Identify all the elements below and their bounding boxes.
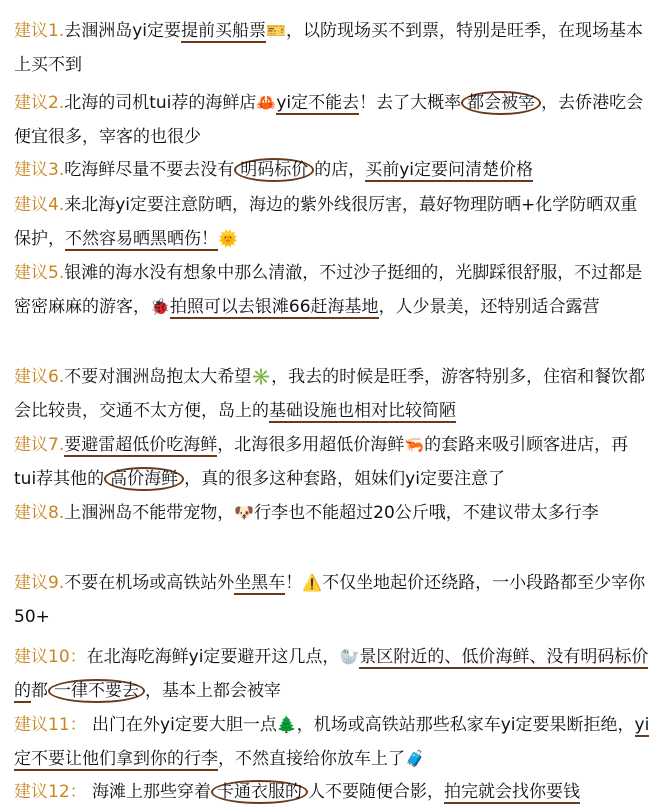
tip-number: 建议5. bbox=[14, 263, 65, 283]
circled-text: 高价海鲜 bbox=[104, 467, 184, 491]
tip-text: 的套路来吸引顾客进店，再tui荐其他的 bbox=[14, 435, 629, 489]
emoji-icon: 🐞 bbox=[150, 297, 170, 316]
tip-item bbox=[14, 256, 650, 324]
tip-item bbox=[14, 188, 650, 256]
tip-text: ，以防现场买不到票，特别是旺季，在现场基本上买不到 bbox=[14, 21, 643, 75]
emoji-icon: 🌲 bbox=[276, 715, 297, 734]
emoji-icon: 🎫 bbox=[266, 21, 286, 40]
circled-text: 明码标价 bbox=[234, 158, 314, 182]
tip-number: 建议3. bbox=[14, 160, 65, 180]
tip-text: 海滩上那些穿着 bbox=[86, 782, 212, 802]
tip-number: 建议2. bbox=[14, 93, 65, 113]
tip-text: 不仅坐地起价还绕路，一小段路都至少宰你50+ bbox=[14, 573, 646, 627]
underlined-text: 要避雷超低价吃海鲜 bbox=[64, 435, 218, 455]
tip-text: 上涠洲岛不能带宠物， bbox=[64, 503, 235, 523]
tip-item bbox=[14, 86, 650, 154]
underlined-text: 拍完就会找你要钱 bbox=[444, 782, 581, 802]
tip-item bbox=[14, 640, 650, 708]
tip-number: 建议8. bbox=[14, 503, 65, 523]
tip-text: 银滩的海水没有想象中那么清澈，不过沙子挺细的，光脚踩很舒服，不过都是密密麻麻的游客， bbox=[14, 263, 643, 317]
tip-item bbox=[14, 428, 650, 496]
circled-text: 一律不要去 bbox=[48, 679, 145, 703]
emoji-icon: 🦀 bbox=[256, 93, 277, 112]
tip-item bbox=[14, 566, 650, 634]
underlined-text: 买前yi定要问清楚价格 bbox=[365, 160, 534, 180]
tip-text: 的店， bbox=[314, 160, 366, 180]
tip-text: 去涠洲岛yi定要 bbox=[64, 21, 182, 41]
tip-item bbox=[14, 496, 650, 530]
tip-text: ，我去的时候是旺季，游客特别多，住宿和餐饮都会比较贵，交通不太方便，岛上的 bbox=[14, 367, 646, 421]
emoji-icon: 🦭 bbox=[339, 647, 360, 666]
tip-number: 建议9. bbox=[14, 573, 65, 593]
tip-text: ，去侨港吃会便宜很多，宰客的也很少 bbox=[14, 93, 644, 147]
tip-text: ，人少景美，还特别适合露营 bbox=[378, 297, 600, 317]
underlined-text: yi定不要让他们拿到你的行李 bbox=[14, 715, 650, 769]
tip-number: 建议12： bbox=[14, 782, 87, 802]
tip-item bbox=[14, 14, 650, 82]
tip-number: 建议11： bbox=[14, 715, 87, 735]
underlined-text: 基础设施也相对比较简陋 bbox=[269, 401, 456, 421]
tip-number: 建议4. bbox=[14, 195, 65, 215]
tip-number: 建议7. bbox=[14, 435, 65, 455]
tip-text: ，机场或高铁站那些私家车yi定要果断拒绝， bbox=[296, 715, 635, 735]
tip-text: ，基本上都会被宰 bbox=[145, 681, 281, 701]
tip-text: 在北海吃海鲜yi定要避开这几点， bbox=[86, 647, 340, 667]
underlined-text: 坐黑车 bbox=[234, 573, 286, 593]
tip-text: ，真的很多这种套路，姐妹们yi定要注意了 bbox=[184, 469, 505, 489]
circled-text: 卡通衣服的 bbox=[211, 780, 308, 804]
tip-text: ，不然直接给你放车上了 bbox=[218, 749, 405, 769]
tip-item bbox=[14, 360, 650, 428]
tip-text: 来北海yi定要注意防晒，海边的紫外线很厉害，蕞好物理防晒+化学防晒双重保护， bbox=[14, 195, 638, 249]
emoji-icon: 🦐 bbox=[404, 435, 425, 454]
tip-text: 吃海鲜尽量不要去没有 bbox=[64, 160, 235, 180]
underlined-text: 景区附近的、低价海鲜、没有明码标价的 bbox=[14, 647, 649, 701]
tip-text: 北海的司机tui荐的海鲜店 bbox=[64, 93, 257, 113]
tip-number: 建议10： bbox=[14, 647, 87, 667]
tip-text: 都 bbox=[31, 681, 48, 701]
tip-text: 不要在机场或高铁站外 bbox=[64, 573, 235, 593]
tip-text: ，北海很多用超低价海鲜 bbox=[217, 435, 405, 455]
tip-item bbox=[14, 153, 650, 187]
emoji-icon: ⚠️ bbox=[302, 573, 323, 592]
tip-text: 出门在外yi定要大胆一点 bbox=[86, 715, 277, 735]
underlined-text: 提前买船票 bbox=[181, 21, 267, 41]
tip-text: 不要对涠洲岛抱太大希望 bbox=[64, 367, 252, 387]
tip-text: ！ bbox=[285, 573, 303, 593]
emoji-icon: 🐶 bbox=[234, 503, 255, 522]
underlined-text: yi定不能去 bbox=[276, 93, 360, 113]
circled-text: 都会被宰 bbox=[461, 91, 541, 115]
underlined-text: 拍照可以去银滩66赶海基地 bbox=[169, 297, 379, 317]
tip-item bbox=[14, 775, 650, 809]
tip-number: 建议6. bbox=[14, 367, 65, 387]
underlined-text: 不然容易晒黑晒伤！ bbox=[65, 229, 218, 249]
emoji-icon: 🧳 bbox=[405, 749, 425, 768]
emoji-icon: 🌞 bbox=[218, 229, 238, 248]
tip-text: 人不要随便合影， bbox=[308, 782, 445, 802]
tip-text: 行李也不能超过20公斤哦，不建议带太多行李 bbox=[254, 503, 599, 523]
emoji-icon: ✳️ bbox=[251, 367, 272, 386]
tip-text: ！去了大概率 bbox=[359, 93, 462, 113]
tip-number: 建议1. bbox=[14, 21, 65, 41]
tip-item bbox=[14, 708, 650, 776]
